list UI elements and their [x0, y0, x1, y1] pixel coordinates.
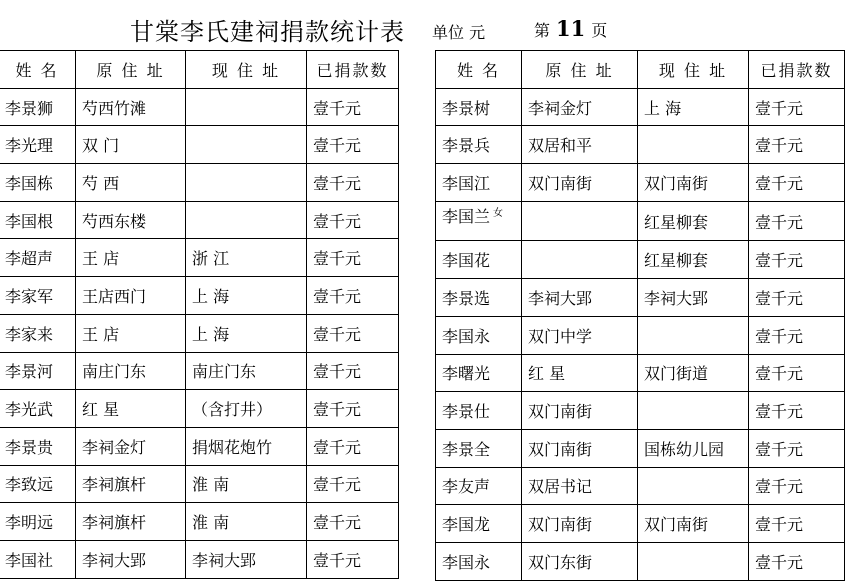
- donor-name-cell: [0, 277, 76, 315]
- origin-address: 双 门: [82, 136, 120, 156]
- donation-amount: 壹千元: [313, 475, 362, 495]
- origin-address-cell: [76, 503, 186, 541]
- donor-name-cell: [0, 352, 76, 390]
- origin-address-cell: [76, 277, 186, 315]
- donation-amount: 壹千元: [313, 249, 362, 269]
- page-number: 11: [556, 16, 586, 41]
- current-address-cell: [638, 126, 749, 164]
- origin-address: 双门南街: [528, 173, 593, 193]
- gender-tag: 女: [493, 207, 504, 219]
- donation-amount-cell: [749, 241, 845, 279]
- origin-address: 芍西竹滩: [82, 98, 147, 118]
- donor-name: 李国兰: [442, 206, 491, 226]
- table-row: [436, 505, 845, 543]
- donation-amount-cell: [307, 540, 399, 578]
- current-address-cell: [186, 540, 307, 578]
- donation-amount: 壹千元: [755, 288, 804, 308]
- table-row: [0, 503, 399, 541]
- donation-amount: 壹千元: [313, 437, 362, 457]
- donor-name: 李国根: [5, 211, 54, 231]
- donor-name: 李景狮: [5, 98, 54, 118]
- origin-address-cell: [522, 126, 638, 164]
- page-prefix: 第: [534, 21, 551, 40]
- donation-amount: 壹千元: [755, 439, 804, 459]
- donor-name: 李国江: [442, 173, 491, 193]
- column-header-current: 现 住 址: [638, 51, 749, 89]
- donor-name-cell: [0, 239, 76, 277]
- origin-address-cell: [522, 505, 638, 543]
- donation-amount-cell: [307, 465, 399, 503]
- origin-address-cell: [522, 392, 638, 430]
- donor-name: 李光武: [5, 400, 54, 420]
- table-row: [436, 542, 845, 580]
- donation-amount: 壹千元: [313, 362, 362, 382]
- donor-name: 李国龙: [442, 515, 491, 535]
- table-body-right: [436, 88, 845, 580]
- donor-name-cell: [0, 164, 76, 202]
- donation-amount: 壹千元: [755, 515, 804, 535]
- donation-amount: 壹千元: [313, 211, 362, 231]
- current-address-cell: [638, 542, 749, 580]
- donation-amount: 壹千元: [755, 212, 804, 232]
- origin-address-cell: [522, 279, 638, 317]
- current-address-cell: [186, 465, 307, 503]
- table-row: [0, 126, 399, 164]
- donor-name-cell: [0, 390, 76, 428]
- table-row: [0, 201, 399, 239]
- origin-address-cell: [522, 467, 638, 505]
- origin-address: 双门东街: [528, 552, 593, 572]
- donor-name-cell: [436, 354, 522, 392]
- donor-name: 李家军: [5, 286, 54, 306]
- table-row: [0, 390, 399, 428]
- donation-amount: 壹千元: [313, 286, 362, 306]
- origin-address: 双居书记: [528, 477, 593, 497]
- donation-amount-cell: [749, 201, 845, 241]
- current-address-cell: [638, 429, 749, 467]
- current-address: 上 海: [644, 98, 682, 118]
- donation-amount: 壹千元: [755, 136, 804, 156]
- donor-name-cell: [436, 429, 522, 467]
- current-address: 红星柳套: [644, 212, 709, 232]
- donation-amount-cell: [307, 314, 399, 352]
- donation-amount-cell: [749, 126, 845, 164]
- origin-address-cell: [76, 465, 186, 503]
- donation-amount-cell: [749, 88, 845, 126]
- origin-address-cell: [522, 88, 638, 126]
- current-address-cell: [186, 503, 307, 541]
- donor-name: 李景树: [442, 98, 491, 118]
- donor-name-cell: [436, 201, 522, 241]
- table-row: [436, 392, 845, 430]
- origin-address: 双门南街: [528, 402, 593, 422]
- table-row: [436, 467, 845, 505]
- table-row: [0, 352, 399, 390]
- column-header-name: 姓 名: [436, 51, 522, 89]
- donor-name-cell: [436, 126, 522, 164]
- donation-amount: 壹千元: [755, 552, 804, 572]
- origin-address-cell: [76, 126, 186, 164]
- origin-address-cell: [522, 241, 638, 279]
- current-address-cell: [186, 239, 307, 277]
- donor-name: 李国栋: [5, 173, 54, 193]
- donor-name: 李景兵: [442, 136, 491, 156]
- donation-amount: 壹千元: [755, 326, 804, 346]
- donation-amount-cell: [749, 429, 845, 467]
- origin-address: 李祠旗杆: [82, 513, 147, 533]
- current-address-cell: [186, 390, 307, 428]
- donation-amount: 壹千元: [313, 513, 362, 533]
- current-address-cell: [638, 241, 749, 279]
- table-body-left: [0, 88, 399, 578]
- donation-amount-cell: [749, 505, 845, 543]
- donor-name: 李景仕: [442, 402, 491, 422]
- current-address: 淮 南: [192, 475, 230, 495]
- donation-amount-cell: [307, 390, 399, 428]
- donor-name: 李光理: [5, 136, 54, 156]
- donor-name: 李景河: [5, 362, 54, 382]
- table-row: [0, 427, 399, 465]
- donor-name-cell: [0, 540, 76, 578]
- origin-address: 王店西门: [82, 286, 147, 306]
- origin-address: 双门中学: [528, 326, 593, 346]
- origin-address-cell: [76, 239, 186, 277]
- origin-address-cell: [76, 352, 186, 390]
- donation-amount-cell: [749, 542, 845, 580]
- donor-name-cell: [0, 314, 76, 352]
- donation-amount-cell: [307, 503, 399, 541]
- donor-name-cell: [0, 465, 76, 503]
- donor-name-cell: [436, 505, 522, 543]
- donation-amount: 壹千元: [755, 251, 804, 271]
- donor-name-cell: [436, 316, 522, 354]
- origin-address-cell: [76, 314, 186, 352]
- origin-address: 李祠旗杆: [82, 475, 147, 495]
- origin-address-cell: [522, 164, 638, 202]
- current-address: 浙 江: [192, 249, 230, 269]
- donor-name: 李家来: [5, 324, 54, 344]
- current-address-cell: [186, 164, 307, 202]
- current-address: 李祠大郢: [192, 550, 257, 570]
- donor-name: 李国花: [442, 251, 491, 271]
- table-row: [436, 88, 845, 126]
- donation-amount: 壹千元: [755, 364, 804, 384]
- donation-amount-cell: [307, 88, 399, 126]
- donor-name: 李友声: [442, 477, 491, 497]
- donation-amount: 壹千元: [313, 98, 362, 118]
- table-row: [0, 465, 399, 503]
- table-row: [436, 354, 845, 392]
- current-address: 淮 南: [192, 513, 230, 533]
- donation-amount-cell: [749, 467, 845, 505]
- donation-amount-cell: [307, 126, 399, 164]
- origin-address-cell: [522, 201, 638, 241]
- table-header-row: [436, 51, 845, 89]
- donation-amount-cell: [749, 164, 845, 202]
- origin-address: 王 店: [82, 324, 120, 344]
- current-address-cell: [186, 277, 307, 315]
- donor-name: 李景选: [442, 288, 491, 308]
- column-header-name: 姓 名: [0, 51, 76, 89]
- current-address-cell: [186, 352, 307, 390]
- current-address-cell: [186, 201, 307, 239]
- origin-address: 王 店: [82, 249, 120, 269]
- column-header-current: 现 住 址: [186, 51, 307, 89]
- donor-name-cell: [436, 88, 522, 126]
- origin-address-cell: [76, 88, 186, 126]
- current-address: 双门南街: [644, 173, 709, 193]
- donation-amount-cell: [749, 392, 845, 430]
- page-header: [0, 8, 849, 48]
- current-address-cell: [638, 279, 749, 317]
- donation-amount-cell: [307, 164, 399, 202]
- donor-name-cell: [0, 503, 76, 541]
- donor-name-cell: [436, 542, 522, 580]
- origin-address: 双门南街: [528, 515, 593, 535]
- current-address: 南庄门东: [192, 362, 257, 382]
- donation-table-left: [0, 50, 399, 579]
- donor-name: 李国永: [442, 326, 491, 346]
- current-address-cell: [638, 505, 749, 543]
- table-row: [0, 164, 399, 202]
- donation-amount-cell: [307, 277, 399, 315]
- donor-name-cell: [436, 241, 522, 279]
- current-address: 李祠大郢: [644, 288, 709, 308]
- origin-address-cell: [522, 354, 638, 392]
- donation-amount: 壹千元: [755, 477, 804, 497]
- donor-name: 李超声: [5, 249, 54, 269]
- origin-address: 李祠大郢: [528, 288, 593, 308]
- donation-amount: 壹千元: [313, 324, 362, 344]
- current-address-cell: [186, 88, 307, 126]
- origin-address-cell: [76, 540, 186, 578]
- origin-address-cell: [76, 390, 186, 428]
- current-address-cell: [638, 467, 749, 505]
- donor-name: 李明远: [5, 513, 54, 533]
- current-address-cell: [638, 88, 749, 126]
- current-address: 国栋幼儿园: [644, 439, 725, 459]
- current-address-cell: [186, 126, 307, 164]
- column-header-origin: 原 住 址: [76, 51, 186, 89]
- table-row: [0, 314, 399, 352]
- table-row: [436, 316, 845, 354]
- current-address: 双门南街: [644, 515, 709, 535]
- origin-address-cell: [76, 427, 186, 465]
- donor-name: 李国社: [5, 550, 54, 570]
- donation-table-right: [435, 50, 845, 581]
- donor-name-cell: [0, 427, 76, 465]
- donor-name-cell: [0, 88, 76, 126]
- column-header-amount: 已捐款数: [307, 51, 399, 89]
- donor-name-cell: [436, 279, 522, 317]
- current-address-cell: [638, 164, 749, 202]
- donation-amount-cell: [749, 279, 845, 317]
- donor-name: 李曙光: [442, 364, 491, 384]
- donor-name-cell: [436, 467, 522, 505]
- current-address-cell: [638, 201, 749, 241]
- origin-address-cell: [522, 429, 638, 467]
- donor-name-cell: [436, 392, 522, 430]
- origin-address: 芍 西: [82, 173, 120, 193]
- current-address: 上 海: [192, 286, 230, 306]
- origin-address: 李祠金灯: [528, 98, 593, 118]
- donation-amount: 壹千元: [755, 173, 804, 193]
- page-indicator: [534, 16, 607, 41]
- table-row: [436, 164, 845, 202]
- origin-address-cell: [76, 164, 186, 202]
- donation-amount: 壹千元: [755, 402, 804, 422]
- donation-amount-cell: [749, 354, 845, 392]
- table-row: [436, 429, 845, 467]
- origin-address: 李祠金灯: [82, 437, 147, 457]
- column-header-origin: 原 住 址: [522, 51, 638, 89]
- donor-name-cell: [0, 201, 76, 239]
- current-address-cell: [638, 316, 749, 354]
- donation-amount: 壹千元: [755, 98, 804, 118]
- current-address: 双门街道: [644, 364, 709, 384]
- donor-name: 李国永: [442, 552, 491, 572]
- origin-address-cell: [76, 201, 186, 239]
- current-address: 红星柳套: [644, 251, 709, 271]
- table-row: [436, 241, 845, 279]
- donation-amount: 壹千元: [313, 400, 362, 420]
- table-row: [436, 126, 845, 164]
- donation-amount-cell: [749, 316, 845, 354]
- donation-amount: 壹千元: [313, 173, 362, 193]
- donation-amount-cell: [307, 427, 399, 465]
- origin-address: 南庄门东: [82, 362, 147, 382]
- donor-name-cell: [0, 126, 76, 164]
- donation-amount-cell: [307, 239, 399, 277]
- donor-name: 李致远: [5, 475, 54, 495]
- table-row: [0, 88, 399, 126]
- donation-amount: 壹千元: [313, 136, 362, 156]
- origin-address-cell: [522, 542, 638, 580]
- table-row: [0, 540, 399, 578]
- origin-address: 红 星: [82, 400, 120, 420]
- origin-address-cell: [522, 316, 638, 354]
- origin-address: 双门南街: [528, 439, 593, 459]
- current-address: 上 海: [192, 324, 230, 344]
- origin-address: 芍西东楼: [82, 211, 147, 231]
- current-address-cell: [638, 392, 749, 430]
- table-row: [436, 279, 845, 317]
- unit-label: 单位 元: [432, 23, 486, 42]
- donation-amount-cell: [307, 201, 399, 239]
- page-title: 甘棠李氏建祠捐款统计表: [130, 18, 405, 46]
- column-header-amount: 已捐款数: [749, 51, 845, 89]
- donation-amount: 壹千元: [313, 550, 362, 570]
- page-suffix: 页: [591, 21, 608, 40]
- current-address-cell: [638, 354, 749, 392]
- current-address: （含打井）: [192, 400, 273, 420]
- donor-name-cell: [436, 164, 522, 202]
- current-address-cell: [186, 427, 307, 465]
- donor-name: 李景全: [442, 439, 491, 459]
- table-header-row: [0, 51, 399, 89]
- donor-name: 李景贵: [5, 437, 54, 457]
- current-address-cell: [186, 314, 307, 352]
- current-address: 捐烟花炮竹: [192, 437, 273, 457]
- table-row: [0, 277, 399, 315]
- donation-amount-cell: [307, 352, 399, 390]
- table-row: [436, 201, 845, 241]
- table-row: [0, 239, 399, 277]
- origin-address: 李祠大郢: [82, 550, 147, 570]
- origin-address: 红 星: [528, 364, 566, 384]
- origin-address: 双居和平: [528, 136, 593, 156]
